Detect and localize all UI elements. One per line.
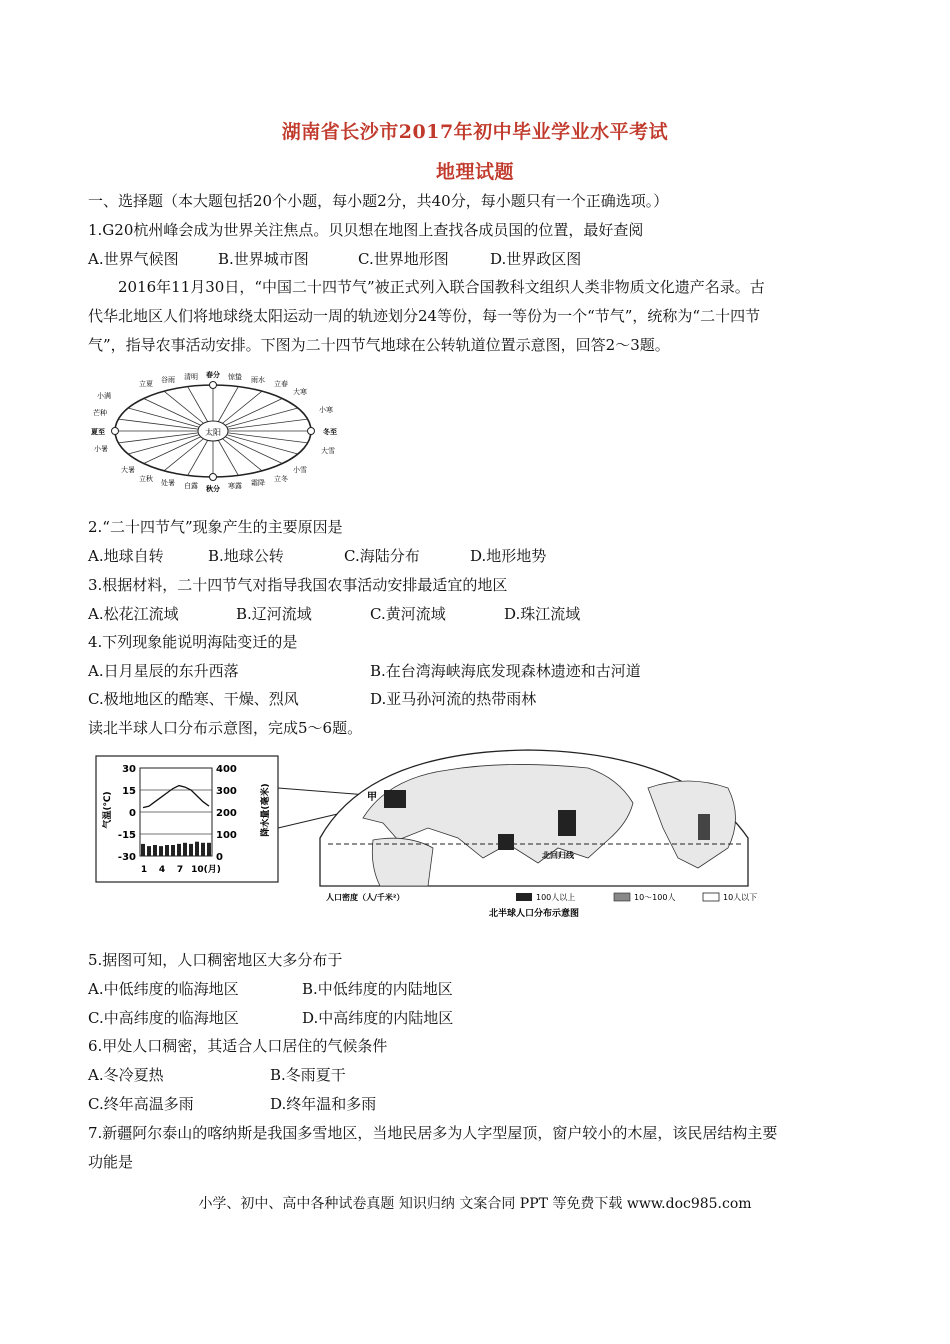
- term-left-0: 小满: [97, 392, 111, 400]
- precipitation-bar: [147, 846, 151, 856]
- dense-north-america: [698, 814, 710, 840]
- term-bottom-0: 立秋: [139, 475, 153, 483]
- map-caption: 北半球人口分布示意图: [488, 909, 580, 919]
- q6-option-a: A.冬冷夏热: [88, 1066, 164, 1084]
- earth-autumn: [210, 474, 217, 481]
- material-line-1: 2016年11月30日，“中国二十四节气”被正式列入联合国教科文组织人类非物质文化遗产名录。古: [118, 278, 765, 296]
- term-bottom-6: 立冬: [274, 475, 288, 483]
- x-tick-2: 7: [176, 865, 184, 875]
- tropic-label: 北回归线: [542, 851, 574, 860]
- q2-option-d: D.地形地势: [470, 547, 547, 565]
- q3-option-c: C.黄河流域: [370, 605, 446, 623]
- precipitation-bar: [177, 844, 181, 856]
- q1-option-b: B.世界城市图: [218, 250, 309, 268]
- q2-option-a: A.地球自转: [88, 547, 164, 565]
- right-tick-2: 200: [216, 808, 237, 819]
- term-bottom-2: 白露: [184, 482, 198, 490]
- precipitation-bar: [183, 843, 187, 856]
- precipitation-bar: [189, 844, 193, 856]
- right-tick-0: 400: [216, 764, 237, 775]
- earth-spring: [210, 382, 217, 389]
- q6-option-b: B.冬雨夏干: [270, 1066, 346, 1084]
- solar-terms-orbit-figure: [88, 368, 358, 498]
- right-tick-1: 300: [216, 786, 237, 797]
- q1-option-a: A.世界气候图: [88, 250, 179, 268]
- q1-option-c: C.世界地形图: [358, 250, 449, 268]
- read-prompt: 读北半球人口分布示意图，完成5～6题。: [88, 719, 363, 737]
- term-left-4: 大暑: [121, 466, 135, 474]
- legend-title: 人口密度（人/千米²）: [326, 893, 405, 902]
- q2-stem: 2.“二十四节气”现象产生的主要原因是: [88, 518, 343, 536]
- q4-option-c: C.极地地区的酷寒、干燥、烈风: [88, 690, 299, 708]
- q7-stem-line-1: 7.新疆阿尔泰山的喀纳斯是我国多雪地区，当地民居多为人字型屋顶，窗户较小的木屋，该民居结构主要: [88, 1124, 778, 1142]
- term-left-1: 芒种: [93, 409, 107, 417]
- left-tick-2: 0: [129, 808, 136, 819]
- term-left-2: 夏至: [91, 428, 105, 436]
- q3-stem: 3.根据材料，二十四节气对指导我国农事活动安排最适宜的地区: [88, 576, 508, 594]
- q4-option-d: D.亚马孙河流的热带雨林: [370, 690, 537, 708]
- jia-label: 甲: [367, 792, 377, 803]
- exam-subtitle: 地理试题: [435, 161, 514, 183]
- q6-stem: 6.甲处人口稠密，其适合人口居住的气候条件: [88, 1037, 388, 1055]
- material-line-3: 气”，指导农事活动安排。下图为二十四节气地球在公转轨道位置示意图，回答2～3题。: [88, 336, 670, 354]
- term-top-3: 春分: [206, 371, 220, 379]
- q7-stem-line-2: 功能是: [88, 1153, 134, 1171]
- precipitation-bar: [159, 846, 163, 856]
- exam-title: 湖南省长沙市2017年初中毕业学业水平考试: [281, 121, 669, 143]
- q3-option-a: A.松花江流域: [88, 605, 179, 623]
- precipitation-bar: [201, 843, 205, 856]
- material-line-2: 代华北地区人们将地球绕太阳运动一周的轨迹划分24等份，每一等份为一个“节气”，统称为“二十四节: [88, 307, 761, 325]
- legend-item-sparse: 10人以下: [723, 893, 758, 902]
- q5-option-c: C.中高纬度的临海地区: [88, 1009, 239, 1027]
- x-tick-3: 10(月): [191, 865, 221, 875]
- precipitation-bar: [207, 843, 211, 856]
- legend-swatch-medium: [614, 893, 630, 901]
- term-bottom-4: 寒露: [228, 482, 242, 490]
- term-top-4: 惊蛰: [228, 373, 242, 381]
- q5-option-d: D.中高纬度的内陆地区: [302, 1009, 454, 1027]
- right-tick-3: 100: [216, 830, 237, 841]
- q4-option-a: A.日月星辰的东升西落: [88, 662, 239, 680]
- dense-south-asia: [498, 834, 514, 850]
- q1-stem: 1.G20杭州峰会成为世界关注焦点。贝贝想在地图上查找各成员国的位置，最好查阅: [88, 221, 644, 239]
- precipitation-bar: [195, 842, 199, 856]
- right-tick-4: 0: [216, 852, 223, 863]
- legend-swatch-dense: [516, 893, 532, 901]
- q1-option-d: D.世界政区图: [490, 250, 582, 268]
- left-tick-4: -30: [117, 852, 136, 863]
- earth-summer: [112, 428, 119, 435]
- climate-right-axis-label: 降水量(毫米): [261, 783, 271, 837]
- term-bottom-3: 秋分: [206, 485, 220, 493]
- x-tick-0: 1: [140, 865, 148, 875]
- term-bottom-5: 霜降: [251, 479, 265, 487]
- section-heading: 一、选择题（本大题包括20个小题，每小题2分，共40分，每小题只有一个正确选项。）: [88, 192, 669, 210]
- q3-option-d: D.珠江流域: [504, 605, 581, 623]
- q5-option-b: B.中低纬度的内陆地区: [302, 980, 453, 998]
- term-top-5: 雨水: [251, 376, 265, 384]
- precipitation-bar: [171, 845, 175, 856]
- x-tick-1: 4: [158, 865, 166, 875]
- q4-stem: 4.下列现象能说明海陆变迁的是: [88, 633, 298, 651]
- term-left-3: 小暑: [94, 445, 108, 453]
- precipitation-bar: [141, 844, 145, 856]
- term-right-2: 冬至: [323, 428, 337, 436]
- term-top-1: 谷雨: [161, 376, 175, 384]
- q5-option-a: A.中低纬度的临海地区: [88, 980, 239, 998]
- q3-option-b: B.辽河流域: [236, 605, 312, 623]
- land-africa: [372, 838, 433, 886]
- precipitation-bar: [153, 845, 157, 856]
- footer-text: 小学、初中、高中各种试卷真题 知识归纳 文案合同 PPT 等免费下载 www.doc985.com: [198, 1196, 752, 1212]
- term-right-1: 小寒: [319, 406, 333, 414]
- dense-east-asia: [558, 810, 576, 836]
- dense-europe: [384, 790, 406, 808]
- term-right-4: 小雪: [293, 466, 307, 474]
- term-bottom-1: 处暑: [161, 479, 175, 487]
- term-right-3: 大雪: [321, 447, 335, 455]
- legend-swatch-sparse: [703, 893, 719, 901]
- left-tick-3: -15: [117, 830, 136, 841]
- legend-item-dense: 100人以上: [536, 893, 576, 902]
- precipitation-bar: [165, 845, 169, 856]
- population-figure: [88, 748, 868, 933]
- q6-option-c: C.终年高温多雨: [88, 1095, 194, 1113]
- term-top-6: 立春: [274, 380, 288, 388]
- legend-item-medium: 10～100人: [634, 893, 676, 902]
- q4-option-b: B.在台湾海峡海底发现森林遗迹和古河道: [370, 662, 641, 680]
- earth-winter: [308, 428, 315, 435]
- climate-left-axis-label: 气温(℃): [103, 791, 113, 829]
- q2-option-b: B.地球公转: [208, 547, 284, 565]
- term-top-2: 清明: [184, 373, 198, 381]
- term-right-0: 大寒: [293, 388, 307, 396]
- term-top-0: 立夏: [139, 380, 153, 388]
- q5-stem: 5.据图可知，人口稠密地区大多分布于: [88, 951, 343, 969]
- left-tick-0: 30: [122, 764, 136, 775]
- q6-option-d: D.终年温和多雨: [270, 1095, 377, 1113]
- left-tick-1: 15: [122, 786, 136, 797]
- q2-option-c: C.海陆分布: [344, 547, 420, 565]
- sun-label: 太阳: [205, 428, 221, 437]
